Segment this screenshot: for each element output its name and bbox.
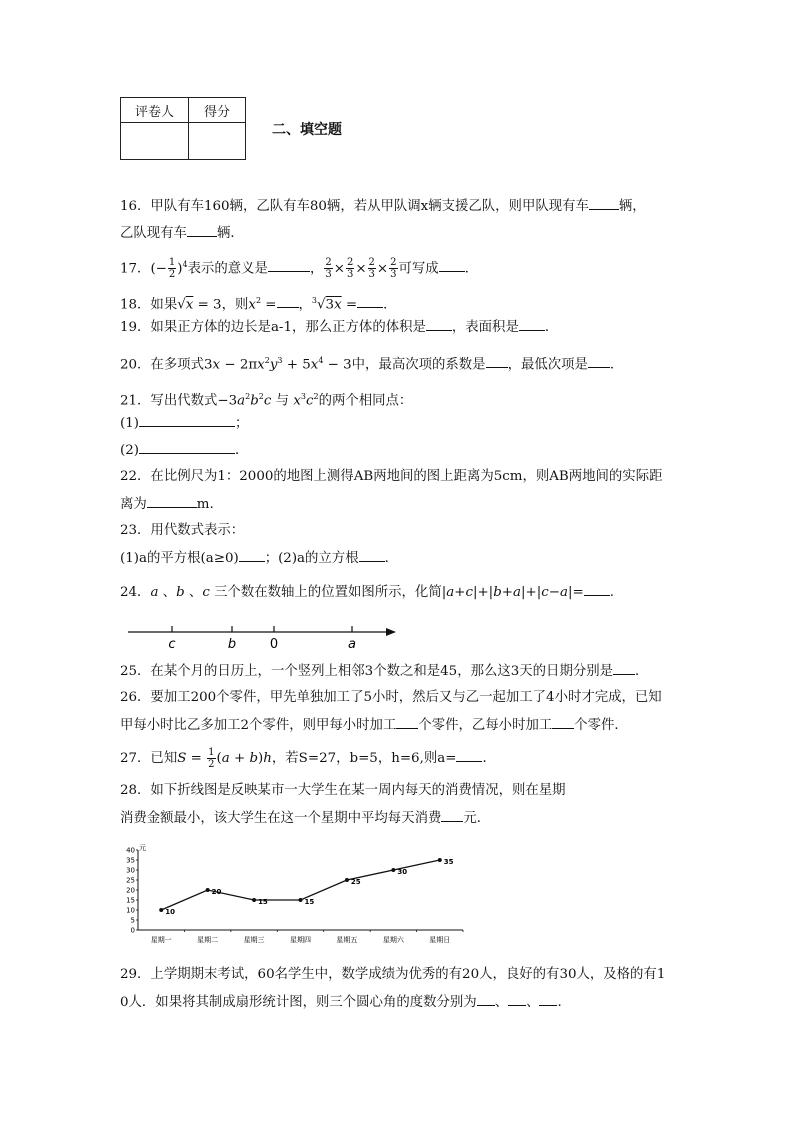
x-tick-label: 星期日 xyxy=(429,936,451,944)
x-tick-label: 星期六 xyxy=(382,936,404,944)
question-28-line2 xyxy=(120,809,490,828)
y-axis-label: 元 xyxy=(139,844,146,852)
q23-blank-1 xyxy=(239,549,265,562)
q20-text-2: 中，最高次项的系数是 xyxy=(351,357,486,373)
data-point xyxy=(206,888,210,892)
q18-blank-2 xyxy=(357,295,383,308)
q17-comma: ， xyxy=(309,261,324,277)
q28-text: 28．如下折线图是反映某市一大学生在某一周内每天的消费情况，则在星期 xyxy=(120,783,566,798)
q23-text-3: ；(2)a的立方根 xyxy=(264,551,359,566)
data-label: 30 xyxy=(397,868,408,876)
y-tick-label: 10 xyxy=(126,906,135,915)
q16-blank-2 xyxy=(187,224,217,237)
x-tick-label: 星期三 xyxy=(243,936,265,944)
x-tick-label: 星期一 xyxy=(150,936,172,944)
q29-blank-3 xyxy=(539,993,557,1006)
q21-label-2: (2) xyxy=(120,443,139,458)
section-title: 二、填空题 xyxy=(272,122,342,138)
q21-text-3: 的两个相同点： xyxy=(318,393,413,409)
q24-eq: = xyxy=(572,585,584,600)
q18-blank-1 xyxy=(277,295,299,308)
q16-text-4: 辆． xyxy=(216,226,244,241)
q25-end: ． xyxy=(635,664,649,679)
question-22-line2 xyxy=(120,495,214,514)
q23-blank-2 xyxy=(359,549,385,562)
q17-blank-2 xyxy=(439,259,465,272)
q23-text-2: (1)a的平方根(a≥0) xyxy=(120,551,239,566)
q17-text: 表示的意义是 xyxy=(187,261,268,277)
q21-end: ． xyxy=(234,443,249,458)
y-tick-label: 35 xyxy=(126,856,135,865)
reviewer-header: 评卷人 xyxy=(121,98,189,123)
q28-text-2: 消费金额最小，该大学生在这一个星期中平均每天消费 xyxy=(120,811,442,826)
q18-text: 18．如果 xyxy=(120,297,178,313)
data-point xyxy=(391,868,395,872)
data-label: 35 xyxy=(443,858,454,866)
q22-end: m. xyxy=(196,497,214,512)
q19-text: 19．如果正方体的边长是a-1，那么正方体的体积是 xyxy=(120,320,426,335)
number-line-arrow xyxy=(386,628,396,636)
q20-blank-1 xyxy=(486,355,508,368)
data-point xyxy=(159,908,163,912)
label-a: a xyxy=(348,637,356,652)
q20-blank-2 xyxy=(588,355,610,368)
label-b: b xyxy=(227,637,237,652)
q17-fraction: $\frac{1}{2}$ xyxy=(168,257,176,281)
q26-blank-2 xyxy=(552,716,574,729)
q21-sep: ； xyxy=(234,416,249,431)
y-tick-label: 0 xyxy=(130,926,135,935)
question-19 xyxy=(120,318,558,337)
data-point xyxy=(345,878,349,882)
question-16-line2 xyxy=(120,224,244,243)
data-label: 15 xyxy=(304,898,315,906)
question-26-line2 xyxy=(120,716,628,735)
q28-end: 元． xyxy=(463,811,491,826)
question-20: 20．在多项式$3x - 2\pi x^2y^3 + 5x^4 - 3$中，最高次项的系数是 ，最低次项是 ． xyxy=(120,356,624,373)
q21-blank-1 xyxy=(139,414,235,427)
q27-blank xyxy=(456,749,482,762)
q29-sep-2: 、 xyxy=(526,995,540,1010)
score-table xyxy=(120,97,246,160)
q17-blank-1 xyxy=(268,259,310,272)
x-tick-label: 星期二 xyxy=(197,936,219,944)
x-tick-label: 星期四 xyxy=(290,936,311,944)
y-tick-label: 20 xyxy=(126,886,135,895)
q27-text-2: ，若S=27，b=5，h=6,则a= xyxy=(271,751,457,766)
question-28 xyxy=(120,782,566,800)
data-label: 15 xyxy=(258,898,268,906)
question-21-item-1 xyxy=(120,414,248,433)
question-29 xyxy=(120,966,665,984)
label-c: c xyxy=(168,637,176,652)
q16-blank-1 xyxy=(589,197,619,210)
consumption-line-chart xyxy=(118,842,468,948)
q29-blank-2 xyxy=(508,993,526,1006)
q21-text-2: 与 xyxy=(275,393,290,409)
q28-blank xyxy=(441,809,463,822)
q19-end: ． xyxy=(544,320,559,335)
q27-text: 27．已知 xyxy=(120,751,178,766)
question-23 xyxy=(120,522,244,540)
score-cell xyxy=(189,123,246,160)
question-21: 21．写出代数式$-3a^2b^2c$ 与 $x^3c^2$的两个相同点： xyxy=(120,392,413,409)
label-0: 0 xyxy=(269,637,279,652)
q29-sep-1: 、 xyxy=(494,995,509,1010)
number-line xyxy=(126,620,402,654)
q27-end: ． xyxy=(482,751,496,766)
data-label: 25 xyxy=(350,878,361,886)
q23-end: ． xyxy=(384,551,398,566)
q16-text-2: 辆， xyxy=(618,199,646,214)
q26-blank-1 xyxy=(396,716,418,729)
q21-blank-2 xyxy=(139,441,235,454)
q25-text: 25．在某个月的日历上，一个竖列上相邻3个数之和是45，那么这3天的日期分别是 xyxy=(120,664,614,679)
q21-text: 21．写出代数式 xyxy=(120,393,218,409)
q22-blank xyxy=(147,495,197,508)
q17-end: ． xyxy=(464,261,479,277)
q23-text: 23．用代数式表示： xyxy=(120,523,245,538)
q24-end: . xyxy=(609,585,614,600)
y-tick-label: 15 xyxy=(126,896,135,905)
q24-number: 24． xyxy=(120,585,151,600)
q19-text-2: ，表面积是 xyxy=(451,320,519,335)
question-24: 24．a 、b 、c 三个数在数轴上的位置如图所示，化简|a+c|+|b+a|+|c−a|= . xyxy=(120,585,614,600)
q19-blank-1 xyxy=(426,318,452,331)
y-tick-label: 40 xyxy=(126,846,135,855)
q19-blank-2 xyxy=(519,318,545,331)
q20-text: 20．在多项式 xyxy=(120,357,204,373)
q24-blank xyxy=(584,583,610,596)
data-label: 10 xyxy=(165,908,175,916)
q22-text-2: 离为 xyxy=(120,497,147,512)
question-26 xyxy=(120,689,662,707)
question-22 xyxy=(120,468,662,486)
data-point xyxy=(438,858,442,862)
score-header: 得分 xyxy=(189,98,246,123)
q22-text: 22．在比例尺为1：2000的地图上测得AB两地间的图上距离为5cm，则AB两地间的实际距 xyxy=(120,469,663,484)
q29-end: . xyxy=(557,995,562,1010)
y-tick-label: 25 xyxy=(126,876,135,885)
question-25 xyxy=(120,662,648,681)
q18-text-2: ，则 xyxy=(221,297,249,313)
q20-end: ． xyxy=(609,357,624,373)
q29-text-2: 0人．如果将其制成扇形统计图，则三个圆心角的度数分别为 xyxy=(120,995,477,1010)
question-21-item-2 xyxy=(120,441,248,460)
q17-number: 17． xyxy=(120,261,151,277)
data-point xyxy=(299,898,303,902)
data-point xyxy=(252,898,256,902)
reviewer-cell xyxy=(121,123,189,160)
q20-text-3: ，最低次项是 xyxy=(507,357,588,373)
q29-text: 29．上学期期末考试，60名学生中，数学成绩为优秀的有20人，良好的有30人，及格的有1 xyxy=(120,967,666,982)
y-tick-label: 5 xyxy=(130,916,135,925)
question-18: 18．如果√x = 3，则$x^2$ = ，$^3$√3x = ． xyxy=(120,296,397,313)
question-23-line2 xyxy=(120,549,398,568)
q26-text-2: 甲每小时比乙多加工2个零件，则甲每小时加工 xyxy=(120,718,397,733)
q26-text-3: 个零件，乙每小时加工 xyxy=(418,718,553,733)
question-29-line2 xyxy=(120,993,562,1012)
q26-end: 个零件． xyxy=(574,718,628,733)
question-27: 27．已知S = $\frac{1}{2}$ (a + b)h，若S=27，b=5，h=6,则a= ． xyxy=(120,747,496,770)
x-tick-label: 星期五 xyxy=(336,936,358,944)
q16-text-3: 乙队现有车 xyxy=(120,226,187,241)
q25-blank xyxy=(613,662,635,675)
question-17: 17．(− $\frac{1}{2}$ )$^4$表示的意义是 ， $\frac{2}{3}$ × $\frac{2}{3}$ × $\frac{2}{3}$ × $\frac{2}{3}$ 可写成 ． xyxy=(120,257,479,281)
q18-end: ． xyxy=(383,297,397,313)
q16-text: 16．甲队有车160辆，乙队有车80辆，若从甲队调x辆支援乙队，则甲队现有车 xyxy=(120,199,589,214)
q21-label-1: (1) xyxy=(120,416,139,431)
data-label: 20 xyxy=(211,888,222,896)
q24-text: 三个数在数轴上的位置如图所示，化简 xyxy=(214,585,442,600)
q26-text: 26．要加工200个零件，甲先单独加工了5小时，然后又与乙一起加工了4小时才完成，已知 xyxy=(120,690,662,705)
q17-text-2: 可写成 xyxy=(398,261,439,277)
question-16 xyxy=(120,197,646,216)
q29-blank-1 xyxy=(477,993,495,1006)
y-tick-label: 30 xyxy=(126,866,135,875)
q18-comma: ， xyxy=(298,297,312,313)
